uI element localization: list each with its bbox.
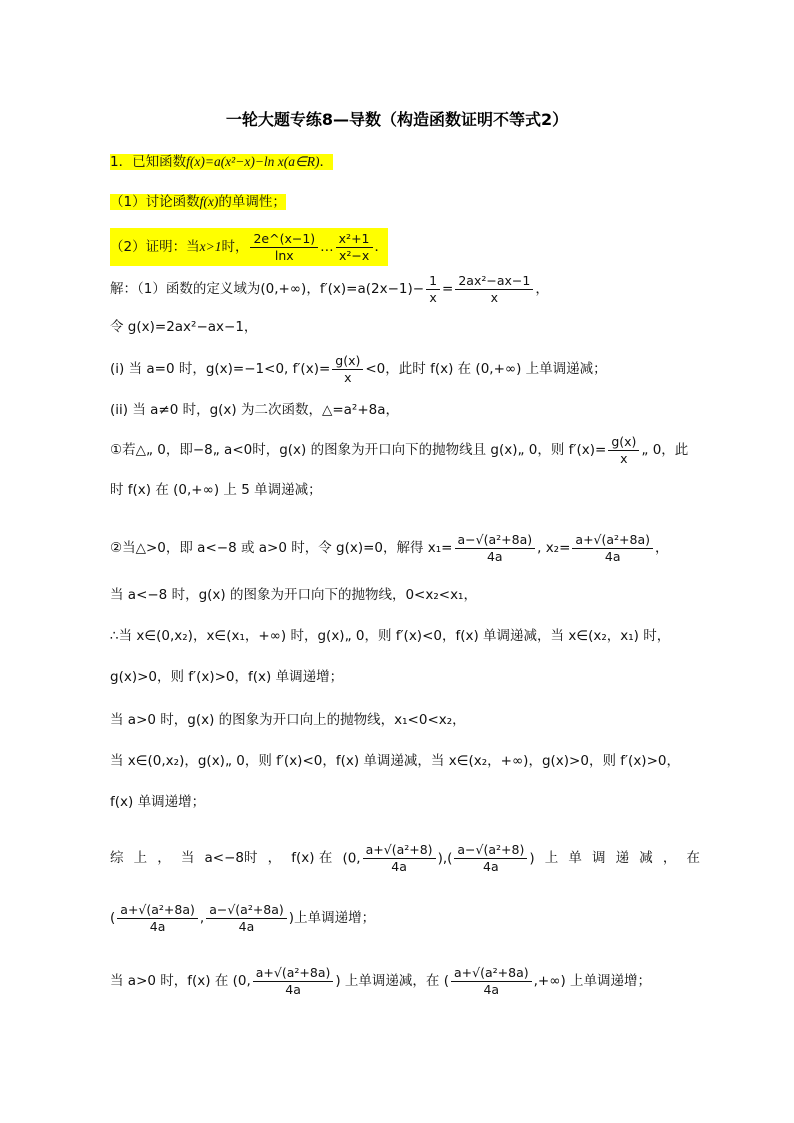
sol-l1-frac2 — [455, 273, 533, 306]
sol-l14-frac1-num: a+√(a²+8) — [363, 842, 436, 859]
sol-l5-b: „ 0，此 — [641, 442, 689, 458]
sol-l14-tail: 调 — [592, 850, 606, 866]
sol-l14-tail: 单 — [568, 850, 582, 866]
sol-l1-frac2-num: 2ax²−ax−1 — [455, 273, 533, 290]
sol-l14-tail: 上 — [544, 850, 559, 866]
part2-prefix: （2）证明：当 — [110, 239, 200, 255]
sol-l7-frac2-den: 4a — [604, 548, 621, 564]
sol-l1-frac1-den: x — [429, 289, 437, 305]
sol-l1-frac2-den: x — [490, 289, 499, 305]
solution-line-9: ∴当 x∈(0,x₂)，x∈(x₁，+∞) 时，g(x)„ 0，则 f′(x)<0，f(x) 单调递减，当 x∈(x₂，x₁) 时， — [110, 628, 671, 644]
sol-l15-frac1-num: a+√(a²+8a) — [117, 902, 198, 919]
stem-prefix: 1．已知函数 — [110, 154, 187, 170]
sol-l14-tail: 递 — [615, 850, 630, 866]
sol-l1-frac1 — [426, 273, 440, 306]
part2-condition: x>1 — [199, 239, 222, 254]
sol-l15-frac1 — [117, 902, 198, 935]
solution-line-7 — [110, 530, 669, 566]
sol-l3-a: (i) 当 a=0 时，g(x)=−1<0, f′(x)= — [110, 361, 331, 377]
stem-formula: f(x)=a(x²−x)−ln x(a∈R) — [186, 154, 320, 169]
sol-l14-frac1 — [363, 842, 436, 875]
solution-line-12: 当 x∈(0,x₂)，g(x)„ 0，则 f′(x)<0，f(x) 单调递减，当 x∈(x₂，+∞)，g(x)>0，则 f′(x)>0， — [110, 753, 680, 769]
sol-l16-frac2-den: 4a — [483, 981, 500, 997]
sol-l1-eq: = — [442, 281, 454, 297]
sol-l14-word: a<−8时 — [204, 850, 258, 866]
solution-line-2: 令 g(x)=2ax²−ax−1， — [110, 319, 258, 335]
sol-l3-frac-den: x — [344, 369, 352, 385]
sol-l14-word: 当 — [180, 850, 195, 866]
solution-line-4: (ii) 当 a≠0 时，g(x) 为二次函数，△=a²+8a， — [110, 402, 400, 418]
sol-l5-a: ①若△„ 0，即−8„ a<0时，g(x) 的图象为开口向下的抛物线且 g(x)„ 0，则 f′(x)= — [110, 442, 607, 458]
part2-rhs-fraction — [336, 231, 373, 264]
sol-l7-end: ， — [655, 540, 669, 556]
sol-l16-frac1-den: 4a — [285, 981, 301, 997]
solution-line-14 — [110, 840, 700, 876]
sol-l16-b: ) 上单调递减，在 ( — [335, 973, 449, 989]
solution-line-8: 当 a<−8 时，g(x) 的图象为开口向下的抛物线，0<x₂<x₁， — [110, 587, 477, 603]
sol-l7-frac2 — [572, 532, 653, 565]
sol-l7-a: ②当△>0，即 a<−8 或 a>0 时，令 g(x)=0，解得 x₁= — [110, 540, 453, 556]
sol-l14-word: ， — [157, 850, 171, 866]
sol-l7-frac1 — [455, 532, 536, 565]
sol-l1-frac1-num: 1 — [426, 273, 440, 290]
problem-stem-highlight — [110, 154, 333, 170]
part2-mid: 时， — [221, 239, 249, 255]
sol-l14-frac1-den: 4a — [391, 858, 407, 874]
sol-l3-frac — [332, 353, 363, 386]
solution-line-13: f(x) 单调递增； — [110, 794, 206, 810]
part2-lhs-numerator: 2e^(x−1) — [250, 231, 318, 248]
sol-l7-frac2-num: a+√(a²+8a) — [572, 532, 653, 549]
part1-suffix: 的单调性； — [218, 194, 286, 210]
solution-line-10: g(x)>0，则 f′(x)>0，f(x) 单调递增； — [110, 669, 344, 685]
solution-line-1 — [110, 272, 549, 306]
sol-l1-domain: (0,+∞) — [260, 281, 307, 297]
sol-l7-frac1-num: a−√(a²+8a) — [455, 532, 536, 549]
part1-formula: f(x) — [199, 194, 219, 209]
solution-line-11: 当 a>0 时，g(x) 的图象为开口向上的抛物线，x₁<0<x₂， — [110, 712, 466, 728]
sol-l7-mid: , x₂= — [537, 540, 571, 556]
solution-line-5 — [110, 433, 688, 467]
sol-l1-derivative: f′(x)=a(2x−1)− — [319, 281, 425, 297]
sol-l14-frac2-num: a−√(a²+8) — [454, 842, 527, 859]
sol-l1-end: ， — [535, 281, 549, 297]
sol-l5-frac — [608, 434, 639, 467]
part2-suffix: ． — [374, 239, 388, 255]
sol-l15-frac2-num: a−√(a²+8a) — [206, 902, 287, 919]
sol-l16-frac1-num: a+√(a²+8a) — [253, 965, 334, 982]
sol-l15-frac2-den: 4a — [238, 918, 255, 934]
sol-l3-frac-num: g(x) — [332, 353, 363, 370]
sol-l16-a: 当 a>0 时，f(x) 在 (0, — [110, 973, 251, 989]
sol-l14-word: 上 — [133, 850, 148, 866]
sol-l3-b: <0，此时 f(x) 在 (0,+∞) 上单调递减； — [365, 361, 607, 377]
sol-l7-frac1-den: 4a — [486, 548, 503, 564]
sol-l14-interval: (0, $\frac{\text{a+√(a²+8)}}{4a}$ ),( $\frac{\text{a−√(a²+8)}}{4a}$ ) — [342, 841, 535, 874]
sol-l14-frac2 — [454, 842, 527, 875]
sol-l15-frac1-den: 4a — [149, 918, 166, 934]
part2-rhs-numerator: x²+1 — [336, 231, 373, 248]
problem-stem — [110, 152, 333, 172]
sol-l14-frac2-den: 4a — [483, 858, 499, 874]
part2-lhs-fraction — [250, 231, 318, 264]
part1-highlight — [110, 194, 286, 210]
sol-l5-frac-den: x — [620, 450, 628, 466]
solution-line-15: ( $\frac{\text{a+√(a²+8a)}}{4a}$ , $\frac{\text{a−√(a²+8a)}}{4a}$ )上单调递增； — [110, 901, 376, 934]
sol-l14-tail: 减 — [639, 850, 653, 866]
part2-rhs-denominator: x²−x — [338, 247, 370, 263]
sol-l16-c: ,+∞) 上单调递增； — [533, 973, 652, 989]
sol-l16-frac2-num: a+√(a²+8a) — [451, 965, 532, 982]
sol-l1-sep: ， — [306, 281, 320, 297]
sol-l15-frac2 — [206, 902, 287, 935]
part2 — [110, 228, 388, 266]
solution-line-6: 时 f(x) 在 (0,+∞) 上 5 单调递减； — [110, 482, 322, 498]
part2-relation: … — [320, 239, 334, 255]
sol-l16-frac2 — [451, 965, 532, 998]
sol-l16-frac1 — [253, 965, 334, 998]
part1-prefix: （1）讨论函数 — [110, 194, 200, 210]
part1 — [110, 192, 286, 212]
part2-highlight — [110, 228, 388, 266]
solution-line-3 — [110, 352, 607, 386]
page-title: 一轮大题专练8—导数（构造函数证明不等式2） — [225, 110, 569, 129]
stem-suffix: ． — [319, 154, 334, 170]
sol-l14-tail: ， — [662, 850, 677, 866]
sol-l14-word: f(x) 在 — [291, 850, 333, 866]
sol-l1-prefix: 解：（1）函数的定义域为 — [110, 281, 261, 297]
part2-lhs-denominator: lnx — [274, 247, 294, 263]
sol-l14-word: 综 — [110, 850, 124, 866]
sol-l14-tail: 在 — [686, 850, 700, 866]
sol-l5-frac-num: g(x) — [608, 434, 639, 451]
sol-l15-suffix: 上单调递增； — [294, 910, 376, 926]
solution-line-16 — [110, 963, 651, 999]
sol-l14-word: ， — [267, 850, 282, 866]
